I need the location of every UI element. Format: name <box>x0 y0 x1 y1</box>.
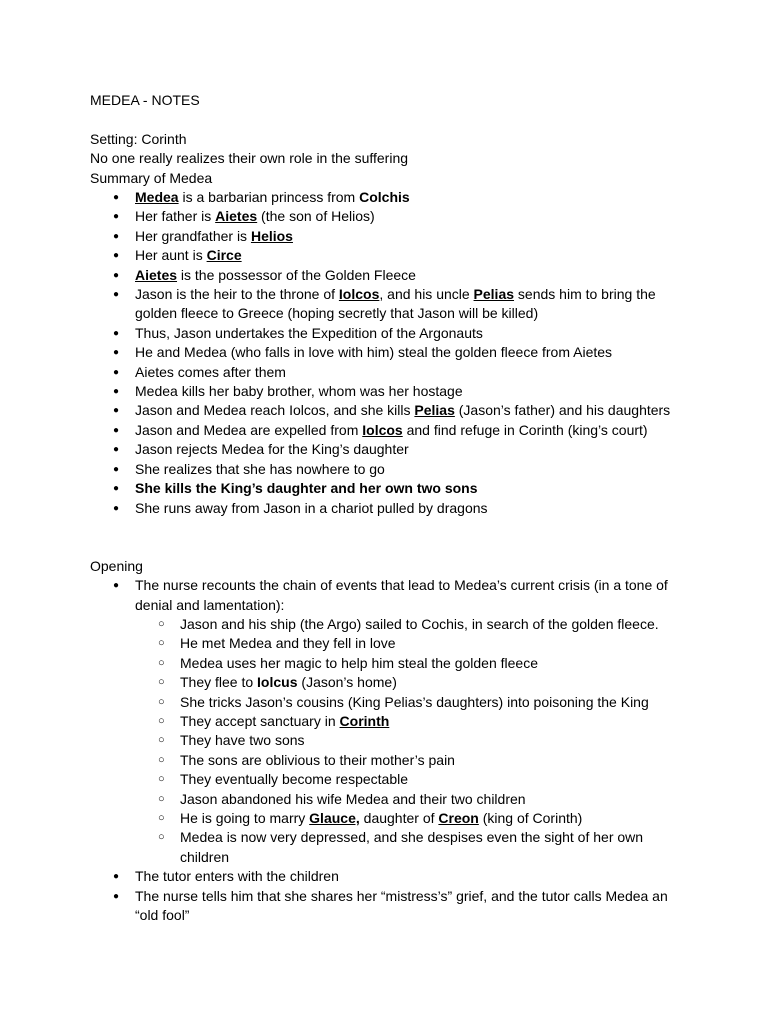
sublist-item: ○ They have two sons <box>90 731 690 750</box>
list-item: ● Jason and Medea are expelled from Iolcos and find refuge in Corinth (king’s court) <box>90 421 690 440</box>
opening-heading: Opening <box>90 557 143 574</box>
opening-sublist <box>90 615 690 867</box>
list-item: ● The nurse tells him that she shares her “mistress’s” grief, and the tutor calls Medea an “old fool” <box>90 887 690 926</box>
sublist-item: ○ Medea uses her magic to help him steal the golden fleece <box>90 654 690 673</box>
list-item: ● The nurse recounts the chain of events that lead to Medea’s current crisis (in a tone of denial and lamentation): <box>90 576 690 615</box>
document-title: MEDEA - NOTES <box>90 92 200 108</box>
list-item: ● Aietes comes after them <box>90 363 690 382</box>
list-item: ● Jason rejects Medea for the King’s daughter <box>90 440 690 459</box>
opening-list-continued <box>90 867 690 925</box>
list-item: ● She realizes that she has nowhere to go <box>90 460 690 479</box>
list-item: ● Thus, Jason undertakes the Expedition of the Argonauts <box>90 324 690 343</box>
list-item: ● The tutor enters with the children <box>90 867 690 886</box>
document-page <box>90 91 690 925</box>
list-item: ● Medea kills her baby brother, whom was her hostage <box>90 382 690 401</box>
list-item: ● Aietes is the possessor of the Golden Fleece <box>90 266 690 285</box>
list-item: ● Her grandfather is Helios <box>90 227 690 246</box>
list-item: ● Jason is the heir to the throne of Iolcos, and his uncle Pelias sends him to bring the golden fleece to Greece (hoping secretly that Jason will be killed) <box>90 285 690 324</box>
sublist-item: ○ They eventually become respectable <box>90 770 690 789</box>
summary-list <box>90 188 690 518</box>
list-item: ● She runs away from Jason in a chariot pulled by dragons <box>90 499 690 518</box>
realization-line: No one really realizes their own role in the suffering <box>90 150 409 167</box>
sublist-item: ○ Jason and his ship (the Argo) sailed to Cochis, in search of the golden fleece. <box>90 615 690 634</box>
setting-line: Setting: Corinth <box>90 130 187 147</box>
sublist-item: ○ They accept sanctuary in Corinth <box>90 712 690 731</box>
sublist-item: ○ Medea is now very depressed, and she despises even the sight of her own children <box>90 828 690 867</box>
sublist-item: ○ He met Medea and they fell in love <box>90 634 690 653</box>
opening-list <box>90 576 690 615</box>
list-item: ● Medea is a barbarian princess from Colchis <box>90 188 690 207</box>
sublist-item: ○ She tricks Jason’s cousins (King Pelias’s daughters) into poisoning the King <box>90 693 690 712</box>
list-item: ● She kills the King’s daughter and her own two sons <box>90 479 690 498</box>
list-item: ● Her aunt is Circe <box>90 246 690 265</box>
sublist-item: ○ Jason abandoned his wife Medea and their two children <box>90 790 690 809</box>
list-item: ● Jason and Medea reach Iolcos, and she kills Pelias (Jason’s father) and his daughters <box>90 401 690 420</box>
sublist-item: ○ He is going to marry Glauce, daughter of Creon (king of Corinth) <box>90 809 690 828</box>
list-item: ● Her father is Aietes (the son of Helios) <box>90 207 690 226</box>
sublist-item: ○ The sons are oblivious to their mother’s pain <box>90 751 690 770</box>
list-item: ● He and Medea (who falls in love with him) steal the golden fleece from Aietes <box>90 343 690 362</box>
summary-heading: Summary of Medea <box>90 169 213 186</box>
sublist-item: ○ They flee to Iolcus (Jason’s home) <box>90 673 690 692</box>
